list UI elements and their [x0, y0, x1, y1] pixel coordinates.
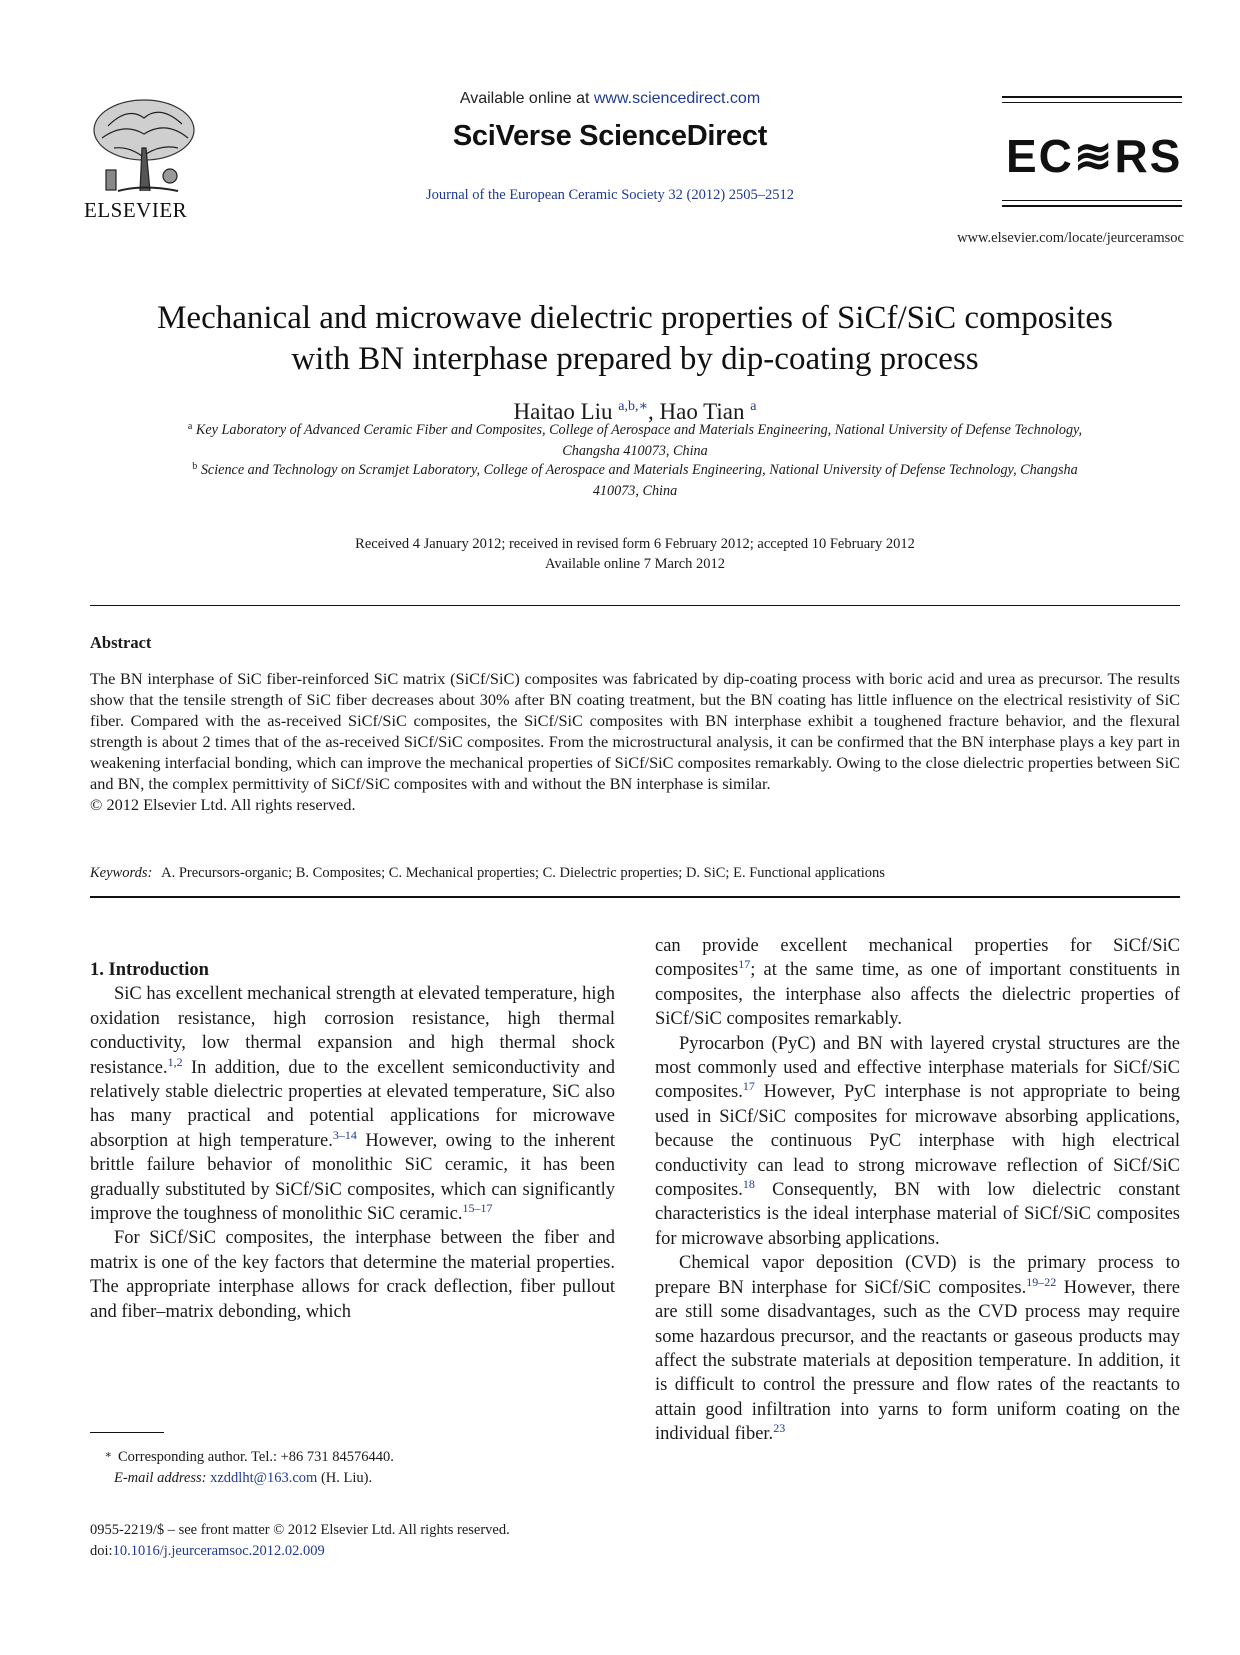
body-column-left	[90, 958, 615, 1324]
sciencedirect-link[interactable]: www.sciencedirect.com	[593, 90, 761, 107]
available-online-date: Available online 7 March 2012	[544, 556, 726, 572]
title-line-1: Mechanical and microwave dielectric properties of SiCf/SiC composites	[157, 300, 1113, 336]
abstract-body	[90, 668, 1180, 815]
email-link[interactable]: xzddlht@163.com	[210, 1470, 318, 1486]
abstract-copyright: © 2012 Elsevier Ltd. All rights reserved.	[90, 795, 356, 814]
paragraph: For SiCf/SiC composites, the interphase between the fiber and matrix is one of the key factors that determine the material properties. The appropriate interphase allows for crack deflection, fiber pullout and fiber–matrix debonding, which	[90, 1228, 615, 1322]
availability-line: Available online at www.sciencedirect.com	[459, 90, 761, 107]
author-list: Haitao Liu $^{a,b,∗}$, Hao Tian $^a$	[513, 399, 757, 424]
journal-citation-link[interactable]: Journal of the European Ceramic Society 32 (2012) 2505–2512	[425, 187, 795, 203]
corresponding-author-footnote: ∗ Corresponding author. Tel.: +86 731 84576440. E-mail address: xzddlht@163.com (H. Liu).	[104, 1449, 394, 1486]
citation-link[interactable]: 19–22	[1026, 1274, 1057, 1289]
abstract-top-rule	[90, 605, 1180, 606]
section-heading: 1. Introduction	[90, 960, 209, 980]
article-title	[90, 298, 1180, 380]
ecers-logo: EC≋RS	[1006, 130, 1183, 182]
author-affiliation-marks[interactable]: a,b,∗	[618, 399, 648, 414]
citation-link[interactable]: 1,2	[167, 1054, 183, 1069]
imprint: 0955-2219/$ – see front matter © 2012 Elsevier Ltd. All rights reserved. doi:10.1016/j.jeurceramsoc.2012.02.009	[90, 1522, 510, 1559]
platform-name: SciVerse ScienceDirect	[452, 120, 768, 152]
keywords-list: A. Precursors-organic; B. Composites; C. Mechanical properties; C. Dielectric properties; D. SiC; E. Functional applications	[161, 865, 885, 881]
paragraph: Pyrocarbon (PyC) and BN with layered crystal structures are the most commonly used and effective interphase materials for SiCf/SiC composites.$^{17}$ However, PyC interphase is not appropriate to being used in SiCf/SiC composites for microwave absorbing applications, because the continuous PyC interphase with high electrical conductivity can lead to strong microwave reflection of SiCf/SiC composites.$^{18}$ Consequently, BN with low dielectric constant characteristics is the ideal interphase material of SiCf/SiC composites for microwave absorbing applications.	[655, 1033, 1180, 1249]
affiliation-b: $^b$ Science and Technology on Scramjet Laboratory, College of Aerospace and Materials Engineering, National University of Defense Technology, Changsha 410073, China	[192, 461, 1078, 499]
elsevier-logo	[84, 96, 204, 223]
author-name: Haitao Liu	[513, 399, 613, 424]
elsevier-tree-icon	[88, 96, 200, 196]
doi-link[interactable]: 10.1016/j.jeurceramsoc.2012.02.009	[112, 1543, 325, 1559]
body-column-right	[655, 934, 1180, 1447]
citation-link[interactable]: 15–17	[462, 1201, 493, 1216]
citation-link[interactable]: 18	[742, 1177, 755, 1192]
abstract-text: The BN interphase of SiC fiber-reinforced SiC matrix (SiCf/SiC) composites was fabricated by dip-coating process with boric acid and urea as precursor. The results show that the tensile strength of SiC fiber decreases about 30% after BN coating treatment, but the BN coating has little influence on the electrical resistivity of SiC fiber. Compared with the as-received SiCf/SiC composites, the SiCf/SiC composites with BN interphase exhibit a toughened fracture behavior, and the flexural strength is about 2 times that of the as-received SiCf/SiC composites. From the microstructural analysis, it can be confirmed that the BN interphase plays a key part in weakening interfacial bonding, which can improve the mechanical properties of SiCf/SiC composites remarkably. Owing to the close dielectric properties between SiC and BN, the complex permittivity of SiCf/SiC composites with and without the BN interphase is similar.	[90, 669, 1180, 793]
paragraph: can provide excellent mechanical properties for SiCf/SiC composites$^{17}$; at the same time, as one of important constituents in composites, the interphase also affects the dielectric properties of SiCf/SiC composites remarkably.	[655, 936, 1180, 1030]
article-history	[90, 534, 1180, 574]
citation-link[interactable]: 3–14	[332, 1127, 357, 1142]
keywords-label: Keywords:	[90, 865, 153, 881]
header-center	[330, 90, 890, 204]
affiliation-a: $^a$ Key Laboratory of Advanced Ceramic Fiber and Composites, College of Aerospace and Materials Engineering, National University of Defense Technology, Changsha 410073, China	[187, 421, 1083, 459]
citation-link[interactable]: 23	[773, 1421, 786, 1436]
logo-rule-bottom	[1002, 186, 1182, 207]
citation-link[interactable]: 17	[738, 957, 751, 972]
paragraph: SiC has excellent mechanical strength at elevated temperature, high oxidation resistance, high corrosion resistance, high thermal conductivity, low thermal expansion and high thermal shock resistance.$^{1,2}$ In addition, due to the excellent semiconductivity and relatively stable dielectric properties at elevated temperature, SiC also has many practical and potential applications for microwave absorption at high temperature.$^{3-14}$ However, owing to the inherent brittle failure behavior of monolithic SiC ceramic, it has been gradually substituted by SiCf/SiC composites, which can significantly improve the toughness of monolithic SiC ceramic.$^{15-17}$	[90, 984, 615, 1225]
abstract-bottom-rule	[90, 896, 1180, 898]
title-line-2: with BN interphase prepared by dip-coating process	[291, 341, 979, 377]
logo-rule-top-thin	[1002, 102, 1182, 103]
paragraph: Chemical vapor deposition (CVD) is the primary process to prepare BN interphase for SiCf/SiC composites.$^{19-22}$ However, there are still some disadvantages, such as the CVD process may require some hazardous precursor, and the reactants or gaseous products may affect the substrate materials at deposition temperature. In addition, it is difficult to control the pressure and flow rates of the reactants to attain good infiltration into yarns to form uniform coating on the individual fiber.$^{23}$	[655, 1253, 1181, 1445]
society-logo	[1002, 96, 1182, 183]
received-dates: Received 4 January 2012; received in revised form 6 February 2012; accepted 10 February 2012	[355, 536, 915, 552]
journal-url[interactable]: www.elsevier.com/locate/jeurceramsoc	[957, 230, 1184, 246]
author-affiliation-marks[interactable]: a	[750, 399, 757, 414]
logo-rule-top	[1002, 96, 1182, 98]
keywords	[90, 865, 1180, 882]
footnote-rule	[90, 1432, 164, 1433]
front-matter-line: 0955-2219/$ – see front matter © 2012 Elsevier Ltd. All rights reserved.	[90, 1522, 510, 1538]
abstract-heading: Abstract	[90, 633, 152, 652]
author-name: Hao Tian	[659, 399, 745, 424]
citation-link[interactable]: 17	[742, 1079, 755, 1094]
publisher-wordmark: ELSEVIER	[84, 198, 188, 222]
